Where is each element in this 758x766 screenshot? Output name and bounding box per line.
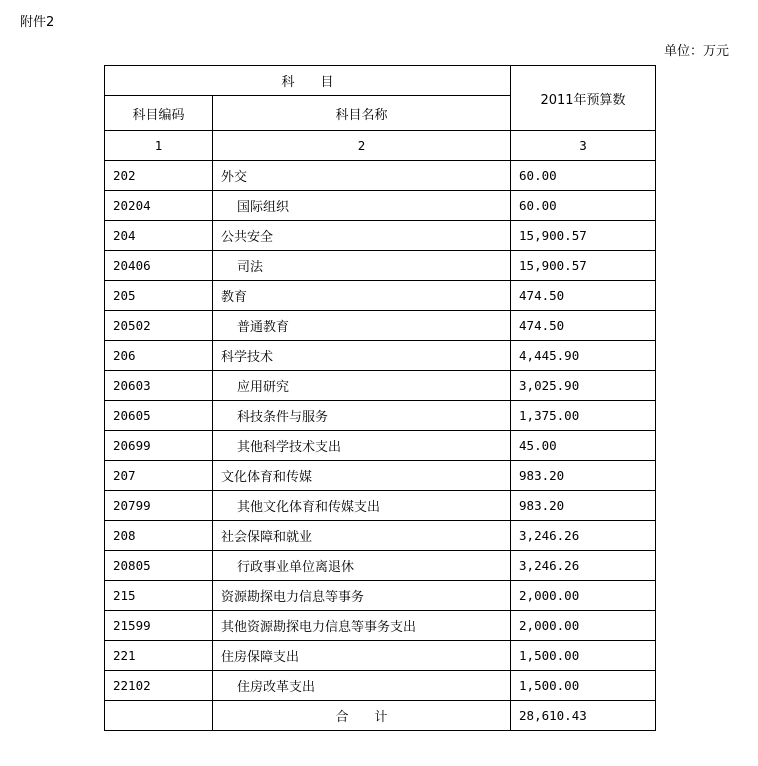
- table-row: [105, 551, 656, 581]
- header-index-2: 2: [213, 131, 511, 161]
- table-row: [105, 431, 656, 461]
- row-name-cell: [213, 341, 511, 371]
- row-value: 3,025.90: [511, 371, 656, 401]
- table-row: [105, 251, 656, 281]
- row-code: 20699: [105, 431, 213, 461]
- row-code: 206: [105, 341, 213, 371]
- header-name: 科目名称: [213, 96, 511, 131]
- total-label: 合 计: [213, 701, 511, 731]
- row-value: 15,900.57: [511, 221, 656, 251]
- row-code: 202: [105, 161, 213, 191]
- table-row: [105, 521, 656, 551]
- row-code: 205: [105, 281, 213, 311]
- table-row: [105, 221, 656, 251]
- table-row: [105, 461, 656, 491]
- row-name-cell: [213, 461, 511, 491]
- table-row: [105, 611, 656, 641]
- row-value: 3,246.26: [511, 551, 656, 581]
- row-code: 21599: [105, 611, 213, 641]
- row-name: 教育: [221, 290, 248, 305]
- row-name-cell: [213, 371, 511, 401]
- row-code: 20406: [105, 251, 213, 281]
- row-name-cell: [213, 221, 511, 251]
- row-name: 其他科学技术支出: [237, 440, 342, 455]
- row-name: 公共安全: [221, 230, 274, 245]
- table-row: [105, 341, 656, 371]
- table-row: [105, 491, 656, 521]
- row-name-cell: [213, 281, 511, 311]
- row-name: 文化体育和传媒: [221, 470, 313, 485]
- row-name-cell: [213, 251, 511, 281]
- row-code: 20603: [105, 371, 213, 401]
- row-name: 普通教育: [237, 320, 290, 335]
- row-value: 1,500.00: [511, 671, 656, 701]
- row-value: 474.50: [511, 311, 656, 341]
- row-value: 983.20: [511, 491, 656, 521]
- row-name-cell: [213, 671, 511, 701]
- header-budget: 2011年预算数: [511, 66, 656, 131]
- row-name-cell: [213, 161, 511, 191]
- row-name: 外交: [221, 170, 248, 185]
- header-subject: 科 目: [105, 66, 511, 96]
- row-code: 20799: [105, 491, 213, 521]
- row-value: 983.20: [511, 461, 656, 491]
- row-value: 60.00: [511, 191, 656, 221]
- row-name: 资源勘探电力信息等事务: [221, 590, 365, 605]
- row-code: 208: [105, 521, 213, 551]
- row-name: 其他文化体育和传媒支出: [237, 500, 381, 515]
- header-index-3: 3: [511, 131, 656, 161]
- row-name: 应用研究: [237, 380, 290, 395]
- table-row: [105, 401, 656, 431]
- table-row: [105, 671, 656, 701]
- row-value: 45.00: [511, 431, 656, 461]
- budget-table: [104, 65, 656, 731]
- row-value: 15,900.57: [511, 251, 656, 281]
- row-code: 20502: [105, 311, 213, 341]
- row-value: 60.00: [511, 161, 656, 191]
- row-value: 1,500.00: [511, 641, 656, 671]
- table-row: [105, 311, 656, 341]
- row-value: 1,375.00: [511, 401, 656, 431]
- row-name-cell: [213, 551, 511, 581]
- row-name: 其他资源勘探电力信息等事务支出: [221, 620, 417, 635]
- row-name: 科学技术: [221, 350, 274, 365]
- row-name: 住房改革支出: [237, 680, 316, 695]
- row-code: 215: [105, 581, 213, 611]
- row-code: 221: [105, 641, 213, 671]
- header-index-1: 1: [105, 131, 213, 161]
- table-row: [105, 641, 656, 671]
- row-name: 行政事业单位离退休: [237, 560, 355, 575]
- row-name-cell: [213, 581, 511, 611]
- row-name-cell: [213, 431, 511, 461]
- table-row: [105, 581, 656, 611]
- table-row: [105, 371, 656, 401]
- table-row: [105, 191, 656, 221]
- row-name-cell: [213, 521, 511, 551]
- row-code: 20605: [105, 401, 213, 431]
- row-value: 474.50: [511, 281, 656, 311]
- row-name-cell: [213, 191, 511, 221]
- row-code: 207: [105, 461, 213, 491]
- row-name-cell: [213, 491, 511, 521]
- header-code: 科目编码: [105, 96, 213, 131]
- row-name: 社会保障和就业: [221, 530, 313, 545]
- row-code: 204: [105, 221, 213, 251]
- table-row: [105, 161, 656, 191]
- attachment-label: 附件2: [20, 15, 55, 30]
- row-code: 20805: [105, 551, 213, 581]
- row-value: 2,000.00: [511, 581, 656, 611]
- row-code: 20204: [105, 191, 213, 221]
- row-name-cell: [213, 611, 511, 641]
- row-name-cell: [213, 401, 511, 431]
- row-value: 4,445.90: [511, 341, 656, 371]
- row-value: 3,246.26: [511, 521, 656, 551]
- total-empty-cell: [105, 701, 213, 731]
- table-row: [105, 281, 656, 311]
- row-code: 22102: [105, 671, 213, 701]
- row-name: 住房保障支出: [221, 650, 300, 665]
- unit-label: 单位：万元: [664, 44, 730, 59]
- row-value: 2,000.00: [511, 611, 656, 641]
- row-name-cell: [213, 311, 511, 341]
- row-name: 科技条件与服务: [237, 410, 329, 425]
- total-row: [105, 701, 656, 731]
- row-name: 国际组织: [237, 200, 290, 215]
- total-value: 28,610.43: [511, 701, 656, 731]
- row-name-cell: [213, 641, 511, 671]
- row-name: 司法: [237, 260, 264, 275]
